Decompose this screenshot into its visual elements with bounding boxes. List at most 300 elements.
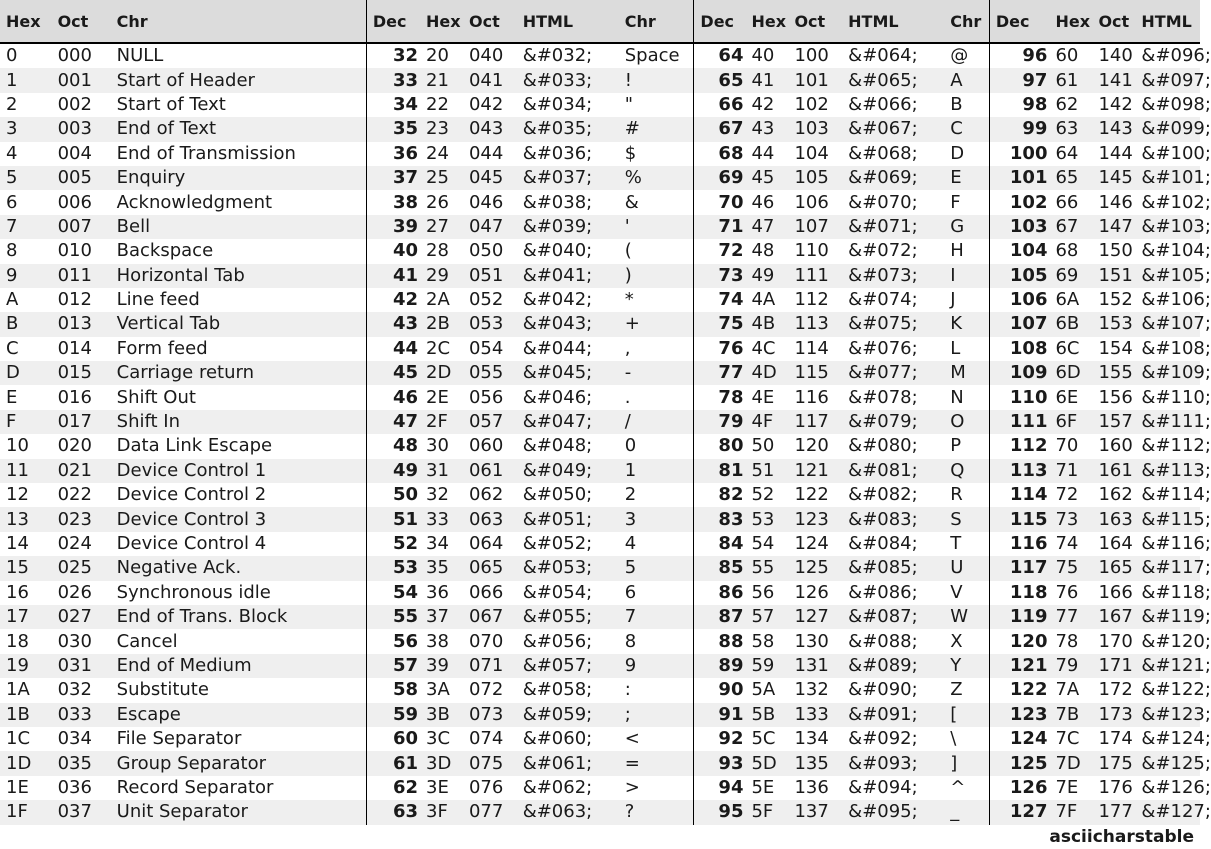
hex-cell: 29 (420, 264, 463, 288)
dec-cell: 85 (694, 556, 746, 580)
oct-cell: 034 (57, 728, 92, 750)
oct-cell: 133 (788, 703, 842, 727)
dec-cell: 96 (989, 43, 1049, 68)
dec-cell: 32 (366, 43, 420, 68)
dec-cell: 70 (694, 190, 746, 214)
hex-cell: 7C (1055, 728, 1080, 750)
html-entity-cell: &#106; (1141, 289, 1211, 311)
html-entity-cell: &#056; (522, 630, 593, 652)
html-entity-cell: &#093; (842, 751, 944, 775)
dec-cell: 100 (989, 142, 1049, 166)
oct-cell: 131 (788, 654, 842, 678)
html-entity-cell: &#125; (1135, 751, 1200, 775)
hex-cell: 57 (745, 605, 788, 629)
table-row (0, 239, 1200, 263)
oct-cell: 051 (463, 264, 517, 288)
html-entity-cell: &#047; (517, 410, 619, 434)
oct-cell: 120 (794, 435, 829, 457)
name-cell: Shift Out (116, 386, 196, 408)
oct-cell: 163 (1092, 507, 1135, 531)
oct-cell: 067 (463, 605, 517, 629)
dec-cell: 90 (694, 678, 746, 702)
char-cell: 3 (619, 507, 694, 531)
oct-cell: 036 (57, 776, 92, 798)
hex-cell: 54 (751, 533, 775, 554)
oct-cell: 124 (794, 533, 829, 554)
html-entity-cell: &#066; (848, 93, 918, 115)
hex-cell: 48 (751, 240, 775, 262)
hex-cell: 43 (745, 117, 788, 141)
dec-cell: 72 (694, 239, 746, 263)
dec-cell: 66 (694, 93, 746, 117)
html-entity-cell: &#045; (517, 361, 619, 385)
hex-cell: 60 (1055, 45, 1079, 67)
char-cell: B (950, 93, 963, 115)
dec-cell: 54 (366, 581, 420, 605)
dec-cell: 109 (989, 361, 1049, 385)
char-cell: ^ (950, 776, 966, 798)
name-cell: End of Text (111, 117, 367, 141)
dec-cell: 86 (694, 581, 746, 605)
dec-cell: 84 (694, 532, 746, 556)
dec-cell: 93 (694, 751, 746, 775)
hex-cell: 4 (6, 142, 18, 164)
oct-cell: 054 (468, 337, 504, 359)
oct-cell: 043 (463, 117, 517, 141)
oct-cell: 030 (57, 630, 92, 652)
char-cell: K (944, 312, 989, 336)
name-cell: Line feed (116, 289, 200, 311)
char-cell: Z (950, 679, 963, 701)
oct-cell: 027 (52, 605, 111, 629)
hex-cell: 40 (751, 45, 775, 67)
table-row (0, 556, 1200, 580)
dec-cell: 77 (694, 361, 746, 385)
char-cell: % (619, 166, 694, 190)
html-entity-cell: &#107; (1135, 312, 1200, 336)
hex-cell: 56 (751, 581, 775, 603)
html-entity-cell: &#101; (1135, 166, 1200, 190)
char-cell: 7 (619, 605, 694, 629)
dec-cell: 60 (366, 727, 420, 751)
html-entity-cell: &#104; (1141, 240, 1211, 262)
oct-cell: 022 (57, 484, 92, 506)
hex-cell: 7B (1049, 703, 1092, 727)
dec-cell: 48 (366, 434, 420, 458)
hex-cell: 20 (426, 45, 449, 67)
hex-cell: 72 (1055, 484, 1079, 506)
name-cell: File Separator (116, 728, 242, 750)
html-entity-cell: &#103; (1135, 215, 1200, 239)
html-entity-cell: &#064; (848, 45, 918, 67)
html-entity-cell: &#042; (522, 289, 593, 311)
oct-cell: 044 (468, 142, 504, 164)
char-cell: 4 (624, 533, 637, 554)
char-cell: : (624, 679, 631, 701)
hex-cell: 50 (751, 435, 775, 457)
oct-cell: 053 (463, 312, 517, 336)
char-cell: 9 (619, 654, 694, 678)
char-cell: D (950, 142, 965, 164)
dec-cell: 110 (989, 385, 1049, 409)
char-cell: P (950, 435, 962, 457)
table-row (0, 288, 1200, 312)
html-entity-cell: &#077; (842, 361, 944, 385)
html-entity-cell: &#037; (517, 166, 619, 190)
html-entity-cell: &#075; (842, 312, 944, 336)
hex-cell: D (0, 361, 52, 385)
oct-cell: 172 (1098, 679, 1133, 701)
hex-cell: 33 (420, 507, 463, 531)
table-row (0, 581, 1200, 605)
html-entity-cell: &#115; (1135, 507, 1200, 531)
hex-cell: 2F (420, 410, 463, 434)
dec-cell: 119 (989, 605, 1049, 629)
char-cell: ; (619, 703, 694, 727)
dec-cell: 121 (989, 654, 1049, 678)
table-row (0, 410, 1200, 434)
oct-cell: 135 (788, 751, 842, 775)
header-cell: Dec (989, 0, 1049, 43)
dec-cell: 102 (989, 190, 1049, 214)
oct-cell: 106 (794, 191, 829, 213)
table-row (0, 654, 1200, 678)
oct-cell: 175 (1092, 751, 1135, 775)
hex-cell: 14 (6, 533, 29, 554)
oct-cell: 076 (468, 776, 504, 798)
oct-cell: 060 (468, 435, 504, 457)
hex-cell: 52 (751, 484, 775, 506)
hex-cell: 46 (751, 191, 775, 213)
header-cell: Chr (944, 0, 989, 43)
oct-cell: 025 (52, 556, 111, 580)
hex-cell: 35 (420, 556, 463, 580)
char-cell: S (944, 507, 989, 531)
oct-cell: 156 (1098, 386, 1133, 408)
html-entity-cell: &#061; (517, 751, 619, 775)
char-cell: I (944, 264, 989, 288)
hex-cell: 2C (426, 337, 451, 359)
oct-cell: 155 (1092, 361, 1135, 385)
dec-cell: 57 (366, 654, 420, 678)
html-entity-cell: &#050; (522, 484, 593, 506)
oct-cell: 045 (463, 166, 517, 190)
oct-cell: 047 (463, 215, 517, 239)
dec-cell: 107 (989, 312, 1049, 336)
hex-cell: 19 (0, 654, 52, 678)
table-row (0, 434, 1200, 458)
table-row (0, 93, 1200, 117)
dec-cell: 33 (366, 68, 420, 92)
dec-cell: 108 (989, 337, 1049, 361)
oct-cell: 016 (57, 386, 92, 408)
html-entity-cell: &#087; (842, 605, 944, 629)
char-cell: 0 (624, 435, 637, 457)
dec-cell: 91 (694, 703, 746, 727)
html-entity-cell: &#091; (842, 703, 944, 727)
dec-cell: 78 (694, 385, 746, 409)
char-cell: _ (944, 800, 989, 824)
hex-cell: 3 (0, 117, 52, 141)
html-entity-cell: &#044; (522, 337, 593, 359)
hex-cell: 23 (420, 117, 463, 141)
dec-cell: 127 (989, 800, 1049, 824)
hex-cell: 5 (0, 166, 52, 190)
char-cell: Q (944, 459, 989, 483)
html-entity-cell: &#048; (522, 435, 593, 457)
hex-cell: 74 (1055, 533, 1079, 554)
html-entity-cell: &#078; (848, 386, 918, 408)
oct-cell: 014 (57, 337, 92, 359)
html-entity-cell: &#102; (1141, 191, 1211, 213)
char-cell: \ (950, 728, 957, 750)
hex-cell: 65 (1049, 166, 1092, 190)
name-cell: End of Medium (111, 654, 367, 678)
hex-cell: 2D (420, 361, 463, 385)
hex-cell: 63 (1049, 117, 1092, 141)
hex-cell: 2B (420, 312, 463, 336)
html-entity-cell: &#070; (848, 191, 918, 213)
oct-cell: 050 (468, 240, 504, 262)
char-cell: W (944, 605, 989, 629)
name-cell: Device Control 3 (111, 507, 367, 531)
char-cell: 8 (624, 630, 637, 652)
hex-cell: 59 (745, 654, 788, 678)
hex-cell: 8 (6, 240, 18, 262)
html-entity-cell: &#098; (1141, 93, 1211, 115)
html-entity-cell: &#057; (517, 654, 619, 678)
oct-cell: 035 (52, 751, 111, 775)
oct-cell: 077 (463, 800, 517, 824)
oct-cell: 062 (468, 484, 504, 506)
dec-cell: 113 (989, 459, 1049, 483)
dec-cell: 67 (694, 117, 746, 141)
oct-cell: 007 (52, 215, 111, 239)
header-cell: Hex (745, 0, 788, 43)
oct-cell: 166 (1098, 581, 1133, 603)
table-row (0, 727, 1200, 751)
html-entity-cell: &#038; (522, 191, 593, 213)
oct-cell: 112 (794, 289, 829, 311)
html-entity-cell: &#109; (1135, 361, 1200, 385)
oct-cell: 040 (468, 45, 504, 67)
char-cell: ) (619, 264, 694, 288)
oct-cell: 136 (794, 776, 829, 798)
char-cell: $ (624, 142, 637, 164)
html-entity-cell: &#059; (517, 703, 619, 727)
hex-cell: 11 (0, 459, 52, 483)
dec-cell: 79 (694, 410, 746, 434)
table-row (0, 385, 1200, 409)
name-cell: NULL (116, 45, 164, 67)
oct-cell: 104 (794, 142, 829, 164)
char-cell: R (950, 484, 963, 506)
hex-cell: 6 (6, 191, 18, 213)
html-entity-cell: &#040; (522, 240, 593, 262)
oct-cell: 122 (794, 484, 829, 506)
ascii-table-body (0, 43, 1211, 825)
oct-cell: 057 (463, 410, 517, 434)
char-cell: ' (619, 215, 694, 239)
dec-cell: 74 (694, 288, 746, 312)
html-entity-cell: &#120; (1141, 630, 1211, 652)
html-entity-cell: &#114; (1141, 484, 1211, 506)
table-row (0, 532, 1200, 556)
oct-cell: 125 (788, 556, 842, 580)
oct-cell: 110 (794, 240, 829, 262)
hex-cell: 4D (745, 361, 788, 385)
dec-cell: 51 (366, 507, 420, 531)
hex-cell: 39 (420, 654, 463, 678)
hex-cell: 1C (6, 728, 31, 750)
html-entity-cell: &#067; (842, 117, 944, 141)
dec-cell: 92 (694, 727, 746, 751)
oct-cell: 041 (463, 68, 517, 92)
table-row (0, 703, 1200, 727)
oct-cell: 033 (52, 703, 111, 727)
html-entity-cell: &#072; (848, 240, 918, 262)
name-cell: Synchronous idle (116, 581, 271, 603)
html-entity-cell: &#095; (842, 800, 944, 824)
html-entity-cell: &#058; (522, 679, 593, 701)
char-cell: @ (950, 45, 969, 67)
char-cell: J (950, 289, 956, 311)
hex-cell: 64 (1055, 142, 1079, 164)
table-row (0, 68, 1200, 92)
dec-cell: 41 (366, 264, 420, 288)
oct-cell: 004 (57, 142, 92, 164)
name-cell: End of Transmission (116, 142, 296, 164)
dec-cell: 75 (694, 312, 746, 336)
oct-cell: 146 (1098, 191, 1133, 213)
html-entity-cell: &#122; (1141, 679, 1211, 701)
header-cell: Dec (694, 0, 746, 43)
oct-cell: 006 (57, 191, 92, 213)
html-entity-cell: &#097; (1135, 68, 1200, 92)
oct-cell: 055 (463, 361, 517, 385)
char-cell: N (950, 386, 964, 408)
dec-cell: 103 (989, 215, 1049, 239)
char-cell: G (944, 215, 989, 239)
oct-cell: 107 (788, 215, 842, 239)
hex-cell: 76 (1055, 581, 1079, 603)
html-entity-cell: &#073; (842, 264, 944, 288)
hex-cell: 16 (6, 581, 29, 603)
hex-cell: 1A (6, 679, 30, 701)
hex-cell: 6A (1055, 289, 1080, 311)
dec-cell: 73 (694, 264, 746, 288)
dec-cell: 64 (694, 43, 746, 68)
hex-cell: 7F (1049, 800, 1092, 824)
name-cell: Negative Ack. (111, 556, 367, 580)
dec-cell: 68 (694, 142, 746, 166)
hex-cell: 17 (0, 605, 52, 629)
dec-cell: 61 (366, 751, 420, 775)
char-cell: 1 (619, 459, 694, 483)
dec-cell: 39 (366, 215, 420, 239)
table-row (0, 312, 1200, 336)
hex-cell: 1F (0, 800, 52, 824)
name-cell: Bell (111, 215, 367, 239)
html-entity-cell: &#092; (848, 728, 918, 750)
hex-cell: 24 (426, 142, 449, 164)
hex-cell: 3C (426, 728, 451, 750)
html-entity-cell: &#052; (522, 533, 593, 554)
dec-cell: 46 (366, 385, 420, 409)
hex-cell: 32 (426, 484, 449, 506)
oct-cell: 177 (1092, 800, 1135, 824)
html-entity-cell: &#060; (522, 728, 593, 750)
html-entity-cell: &#105; (1135, 264, 1200, 288)
oct-cell: 042 (468, 93, 504, 115)
hex-cell: 3F (420, 800, 463, 824)
name-cell: Record Separator (116, 776, 274, 798)
char-cell: A (944, 68, 989, 92)
html-entity-cell: &#084; (848, 533, 918, 554)
html-entity-cell: &#085; (842, 556, 944, 580)
dec-cell: 34 (366, 93, 420, 117)
dec-cell: 40 (366, 239, 420, 263)
hex-cell: 53 (745, 507, 788, 531)
html-entity-cell: &#051; (517, 507, 619, 531)
html-entity-cell: &#032; (522, 45, 593, 67)
header-cell: HTML (517, 0, 619, 43)
dec-cell: 47 (366, 410, 420, 434)
html-entity-cell: &#088; (848, 630, 918, 652)
hex-cell: 3B (420, 703, 463, 727)
hex-cell: 34 (426, 533, 449, 554)
hex-cell: 22 (426, 93, 449, 115)
html-entity-cell: &#069; (842, 166, 944, 190)
hex-cell: 79 (1049, 654, 1092, 678)
hex-cell: 6F (1049, 410, 1092, 434)
hex-cell: 2A (426, 289, 450, 311)
header-cell: Hex (1049, 0, 1092, 43)
oct-cell: 013 (52, 312, 111, 336)
html-entity-cell: &#043; (517, 312, 619, 336)
char-cell: 2 (624, 484, 637, 506)
char-cell: O (944, 410, 989, 434)
html-entity-cell: &#063; (517, 800, 619, 824)
hex-cell: 5E (751, 776, 775, 798)
dec-cell: 69 (694, 166, 746, 190)
hex-cell: 66 (1055, 191, 1079, 213)
dec-cell: 42 (366, 288, 420, 312)
hex-cell: 58 (751, 630, 775, 652)
char-cell: " (624, 93, 634, 115)
oct-cell: 001 (52, 68, 111, 92)
oct-cell: 066 (468, 581, 504, 603)
oct-cell: 101 (788, 68, 842, 92)
oct-cell: 065 (463, 556, 517, 580)
hex-cell: 78 (1055, 630, 1079, 652)
hex-cell: 3E (426, 776, 449, 798)
oct-cell: 075 (463, 751, 517, 775)
hex-cell: 42 (751, 93, 775, 115)
html-entity-cell: &#065; (842, 68, 944, 92)
hex-cell: 51 (745, 459, 788, 483)
dec-cell: 82 (694, 483, 746, 507)
oct-cell: 176 (1098, 776, 1133, 798)
dec-cell: 44 (366, 337, 420, 361)
char-cell: H (950, 240, 964, 262)
hex-cell: 2E (426, 386, 449, 408)
name-cell: Shift In (111, 410, 367, 434)
hex-cell: 37 (420, 605, 463, 629)
dec-cell: 94 (694, 776, 746, 800)
oct-cell: 070 (468, 630, 504, 652)
table-row (0, 507, 1200, 531)
